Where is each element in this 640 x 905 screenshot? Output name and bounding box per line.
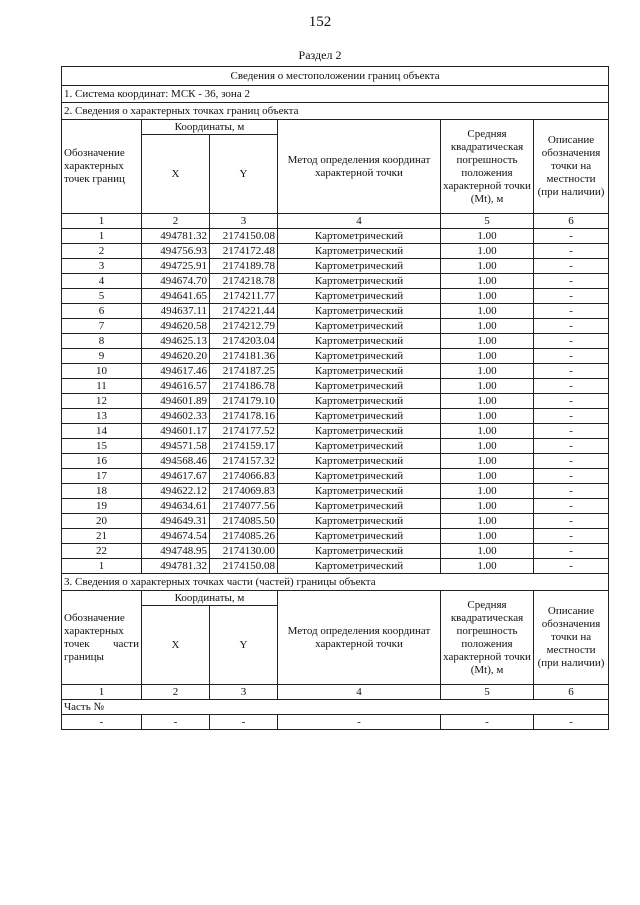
y-coordinate: 2174178.16 (210, 409, 278, 424)
accuracy: 1.00 (441, 439, 534, 454)
header-accuracy: Средняя квадратическая погрешность положения характерной точки (Mt), м (441, 120, 534, 214)
description: - (534, 259, 609, 274)
header-x: X (142, 135, 210, 214)
description: - (534, 499, 609, 514)
method: Картометрический (278, 469, 441, 484)
table-row (62, 529, 609, 544)
x-coordinate: 494622.12 (142, 484, 210, 499)
accuracy: 1.00 (441, 394, 534, 409)
accuracy: 1.00 (441, 409, 534, 424)
x-coordinate: 494602.33 (142, 409, 210, 424)
description: - (534, 409, 609, 424)
x-coordinate: 494674.70 (142, 274, 210, 289)
header-coordinates: Координаты, м (142, 120, 278, 135)
description: - (534, 289, 609, 304)
point-number: 11 (62, 379, 142, 394)
method: Картометрический (278, 499, 441, 514)
p3-colnum-2: 2 (142, 685, 210, 700)
y-coordinate: 2174066.83 (210, 469, 278, 484)
method: Картометрический (278, 229, 441, 244)
point-number: 6 (62, 304, 142, 319)
empty-cell: - (534, 715, 609, 730)
accuracy: 1.00 (441, 499, 534, 514)
y-coordinate: 2174189.78 (210, 259, 278, 274)
description: - (534, 319, 609, 334)
point-number: 19 (62, 499, 142, 514)
point-number: 14 (62, 424, 142, 439)
method: Картометрический (278, 364, 441, 379)
x-coordinate: 494571.58 (142, 439, 210, 454)
point-number: 21 (62, 529, 142, 544)
description: - (534, 304, 609, 319)
p2-colnum-2: 2 (142, 214, 210, 229)
x-coordinate: 494637.11 (142, 304, 210, 319)
table-row (62, 409, 609, 424)
y-coordinate: 2174077.56 (210, 499, 278, 514)
method: Картометрический (278, 439, 441, 454)
y-coordinate: 2174181.36 (210, 349, 278, 364)
method: Картометрический (278, 289, 441, 304)
p2-colnum-3: 3 (210, 214, 278, 229)
point-number: 16 (62, 454, 142, 469)
table-row (62, 544, 609, 559)
point-number: 20 (62, 514, 142, 529)
method: Картометрический (278, 454, 441, 469)
method: Картометрический (278, 334, 441, 349)
y-coordinate: 2174130.00 (210, 544, 278, 559)
description: - (534, 379, 609, 394)
header-description: Описание обозначения точки на местности (при наличии) (534, 120, 609, 214)
x-coordinate: 494725.91 (142, 259, 210, 274)
description: - (534, 334, 609, 349)
accuracy: 1.00 (441, 289, 534, 304)
point-number: 15 (62, 439, 142, 454)
x-coordinate: 494617.46 (142, 364, 210, 379)
point-number: 3 (62, 259, 142, 274)
table-row (62, 715, 609, 730)
table-row (62, 259, 609, 274)
table-row (62, 289, 609, 304)
y-coordinate: 2174172.48 (210, 244, 278, 259)
point-number: 1 (62, 229, 142, 244)
method: Картометрический (278, 349, 441, 364)
x-coordinate: 494620.20 (142, 349, 210, 364)
method: Картометрический (278, 424, 441, 439)
method: Картометрический (278, 394, 441, 409)
x-coordinate: 494781.32 (142, 559, 210, 574)
accuracy: 1.00 (441, 379, 534, 394)
boundary-table (61, 66, 609, 730)
description: - (534, 229, 609, 244)
x-coordinate: 494649.31 (142, 514, 210, 529)
point-number: 17 (62, 469, 142, 484)
table-row (62, 454, 609, 469)
description: - (534, 514, 609, 529)
method: Картометрический (278, 274, 441, 289)
point-number: 22 (62, 544, 142, 559)
point-number: 1 (62, 559, 142, 574)
method: Картометрический (278, 409, 441, 424)
point-number: 7 (62, 319, 142, 334)
table-row (62, 499, 609, 514)
x-coordinate: 494616.57 (142, 379, 210, 394)
x-coordinate: 494781.32 (142, 229, 210, 244)
description: - (534, 529, 609, 544)
table-row (62, 349, 609, 364)
table-row (62, 274, 609, 289)
description: - (534, 469, 609, 484)
y-coordinate: 2174150.08 (210, 229, 278, 244)
description: - (534, 484, 609, 499)
x-coordinate: 494634.61 (142, 499, 210, 514)
y-coordinate: 2174150.08 (210, 559, 278, 574)
header-point-designation: Обозначение характерных точек границ (62, 120, 142, 214)
point-number: 13 (62, 409, 142, 424)
method: Картометрический (278, 259, 441, 274)
point-number: 9 (62, 349, 142, 364)
table-row (62, 514, 609, 529)
p2-colnum-5: 5 (441, 214, 534, 229)
p3-colnum-6: 6 (534, 685, 609, 700)
accuracy: 1.00 (441, 514, 534, 529)
accuracy: 1.00 (441, 529, 534, 544)
header3-description: Описание обозначения точки на местности (при наличии) (534, 591, 609, 685)
part-number-label: Часть № (62, 700, 609, 715)
accuracy: 1.00 (441, 424, 534, 439)
table-row (62, 379, 609, 394)
description: - (534, 349, 609, 364)
p3-colnum-3: 3 (210, 685, 278, 700)
x-coordinate: 494601.17 (142, 424, 210, 439)
y-coordinate: 2174187.25 (210, 364, 278, 379)
description: - (534, 559, 609, 574)
p2-colnum-4: 4 (278, 214, 441, 229)
accuracy: 1.00 (441, 319, 534, 334)
method: Картометрический (278, 379, 441, 394)
method: Картометрический (278, 484, 441, 499)
empty-cell: - (210, 715, 278, 730)
accuracy: 1.00 (441, 544, 534, 559)
empty-cell: - (142, 715, 210, 730)
point-number: 4 (62, 274, 142, 289)
x-coordinate: 494601.89 (142, 394, 210, 409)
y-coordinate: 2174203.04 (210, 334, 278, 349)
point-number: 12 (62, 394, 142, 409)
y-coordinate: 2174186.78 (210, 379, 278, 394)
accuracy: 1.00 (441, 229, 534, 244)
table-row (62, 394, 609, 409)
table-row (62, 304, 609, 319)
accuracy: 1.00 (441, 454, 534, 469)
description: - (534, 364, 609, 379)
description: - (534, 424, 609, 439)
method: Картометрический (278, 319, 441, 334)
x-coordinate: 494625.13 (142, 334, 210, 349)
accuracy: 1.00 (441, 484, 534, 499)
accuracy: 1.00 (441, 349, 534, 364)
header3-x: X (142, 606, 210, 685)
point-number: 10 (62, 364, 142, 379)
accuracy: 1.00 (441, 274, 534, 289)
table-row (62, 439, 609, 454)
p3-colnum-1: 1 (62, 685, 142, 700)
y-coordinate: 2174211.77 (210, 289, 278, 304)
empty-cell: - (278, 715, 441, 730)
accuracy: 1.00 (441, 244, 534, 259)
part3-title: 3. Сведения о характерных точках части (частей) границы объекта (62, 574, 609, 591)
empty-cell: - (62, 715, 142, 730)
p3-colnum-4: 4 (278, 685, 441, 700)
method: Картометрический (278, 559, 441, 574)
coord-system: 1. Система координат: МСК - 36, зона 2 (62, 86, 609, 103)
accuracy: 1.00 (441, 334, 534, 349)
accuracy: 1.00 (441, 559, 534, 574)
method: Картометрический (278, 544, 441, 559)
p3-colnum-5: 5 (441, 685, 534, 700)
y-coordinate: 2174218.78 (210, 274, 278, 289)
y-coordinate: 2174159.17 (210, 439, 278, 454)
table-row (62, 334, 609, 349)
y-coordinate: 2174179.10 (210, 394, 278, 409)
x-coordinate: 494674.54 (142, 529, 210, 544)
table-row (62, 244, 609, 259)
accuracy: 1.00 (441, 364, 534, 379)
y-coordinate: 2174157.32 (210, 454, 278, 469)
point-number: 8 (62, 334, 142, 349)
method: Картометрический (278, 529, 441, 544)
table-row (62, 364, 609, 379)
header3-coordinates: Координаты, м (142, 591, 278, 606)
x-coordinate: 494748.95 (142, 544, 210, 559)
y-coordinate: 2174177.52 (210, 424, 278, 439)
table-row (62, 424, 609, 439)
p2-colnum-1: 1 (62, 214, 142, 229)
table-row (62, 319, 609, 334)
x-coordinate: 494620.58 (142, 319, 210, 334)
x-coordinate: 494617.67 (142, 469, 210, 484)
table-row (62, 469, 609, 484)
y-coordinate: 2174212.79 (210, 319, 278, 334)
accuracy: 1.00 (441, 304, 534, 319)
description: - (534, 244, 609, 259)
y-coordinate: 2174085.26 (210, 529, 278, 544)
header3-point-designation: Обозначение характерных точек части границы (62, 591, 142, 685)
description: - (534, 274, 609, 289)
header-y: Y (210, 135, 278, 214)
table-title: Сведения о местоположении границ объекта (62, 67, 609, 86)
description: - (534, 544, 609, 559)
header-method: Метод определения координат характерной точки (278, 120, 441, 214)
method: Картометрический (278, 304, 441, 319)
section-label: Раздел 2 (298, 48, 342, 62)
accuracy: 1.00 (441, 259, 534, 274)
accuracy: 1.00 (441, 469, 534, 484)
x-coordinate: 494756.93 (142, 244, 210, 259)
header3-y: Y (210, 606, 278, 685)
header3-method: Метод определения координат характерной точки (278, 591, 441, 685)
point-number: 18 (62, 484, 142, 499)
x-coordinate: 494641.65 (142, 289, 210, 304)
empty-cell: - (441, 715, 534, 730)
method: Картометрический (278, 244, 441, 259)
method: Картометрический (278, 514, 441, 529)
y-coordinate: 2174069.83 (210, 484, 278, 499)
page-number: 152 (308, 14, 332, 30)
table-row (62, 484, 609, 499)
table-row (62, 229, 609, 244)
table-row (62, 559, 609, 574)
description: - (534, 454, 609, 469)
header3-accuracy: Средняя квадратическая погрешность положения характерной точки (Mt), м (441, 591, 534, 685)
x-coordinate: 494568.46 (142, 454, 210, 469)
description: - (534, 439, 609, 454)
description: - (534, 394, 609, 409)
part2-title: 2. Сведения о характерных точках границ объекта (62, 103, 609, 120)
y-coordinate: 2174085.50 (210, 514, 278, 529)
point-number: 2 (62, 244, 142, 259)
y-coordinate: 2174221.44 (210, 304, 278, 319)
point-number: 5 (62, 289, 142, 304)
p2-colnum-6: 6 (534, 214, 609, 229)
